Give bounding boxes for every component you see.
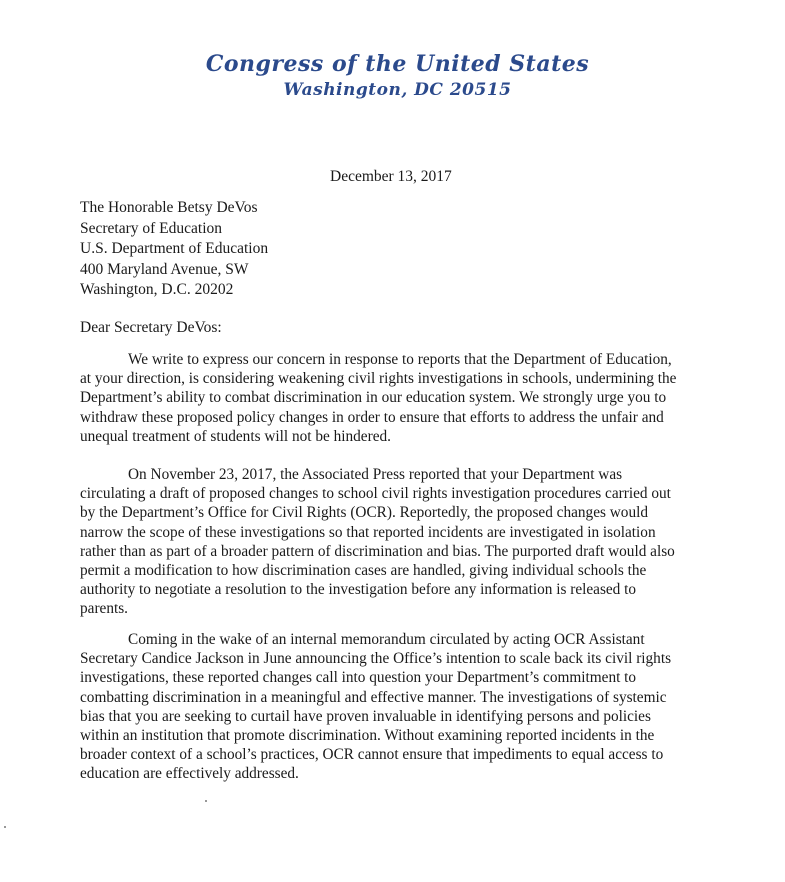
body-paragraph-2 — [80, 465, 720, 619]
paragraph-line: Department’s ability to combat discrimination in our education system. We strongly urge you to — [80, 389, 667, 407]
addressee-city: Washington, D.C. 20202 — [80, 281, 234, 298]
paragraph-line: parents. — [80, 600, 128, 618]
paragraph-line: unequal treatment of students will not be hindered. — [80, 427, 391, 445]
paragraph-line: broader context of a school’s practices, OCR cannot ensure that impediments to equal access to — [80, 746, 664, 764]
paragraph-line: rather than as part of a broader pattern of discrimination and bias. The purported draft would also — [80, 542, 675, 560]
body-paragraph-1 — [80, 350, 720, 446]
paragraph-line: investigations, these reported changes call into question your Department’s commitment to — [80, 669, 637, 687]
addressee-block — [80, 198, 268, 301]
letterhead — [0, 50, 785, 102]
paragraph-line: combatting discrimination in a meaningful and effective manner. The investigations of systemic — [80, 688, 667, 706]
letter-date: December 13, 2017 — [330, 168, 452, 185]
paragraph-line: at your direction, is considering weakening civil rights investigations in schools, undermining the — [80, 370, 677, 388]
paragraph-line: On November 23, 2017, the Associated Press reported that your Department was — [128, 466, 623, 483]
salutation: Dear Secretary DeVos: — [80, 319, 222, 336]
paragraph-line: narrow the scope of these investigations so that reported incidents are investigated in isolation — [80, 523, 656, 541]
paragraph-line: by the Department’s Office for Civil Rights (OCR). Reportedly, the proposed changes would — [80, 504, 649, 522]
paragraph-line: within an institution that promote discrimination. Without examining reported incidents in the — [80, 727, 655, 745]
paragraph-line: bias that you are seeking to curtail have proven invaluable in identifying persons and policies — [80, 707, 651, 725]
paragraph-line: We write to express our concern in response to reports that the Department of Education, — [128, 351, 672, 368]
paragraph-line: permit a modification to how discrimination cases are handled, giving individual schools the — [80, 562, 647, 580]
addressee-name: The Honorable Betsy DeVos — [80, 199, 258, 216]
addressee-department: U.S. Department of Education — [80, 240, 269, 257]
body-paragraph-3 — [80, 630, 720, 784]
paragraph-line: authority to negotiate a resolution to the investigation before any information is released to — [80, 581, 637, 599]
paragraph-line: withdraw these proposed policy changes in order to ensure that efforts to address the unfair and — [80, 408, 664, 426]
paragraph-line: education are effectively addressed. — [80, 765, 299, 783]
letterhead-city: Washington, DC 20515 — [283, 80, 512, 100]
paragraph-line: Coming in the wake of an internal memorandum circulated by acting OCR Assistant — [128, 631, 645, 648]
addressee-street: 400 Maryland Avenue, SW — [80, 260, 249, 278]
letterhead-org: Congress of the United States — [205, 51, 590, 77]
scan-speck — [205, 800, 207, 802]
addressee-title: Secretary of Education — [80, 219, 223, 237]
paragraph-line: Secretary Candice Jackson in June announcing the Office’s intention to scale back its civil rights — [80, 650, 672, 668]
paragraph-line: circulating a draft of proposed changes to school civil rights investigation procedures carried out — [80, 485, 671, 503]
scan-speck — [4, 826, 6, 828]
